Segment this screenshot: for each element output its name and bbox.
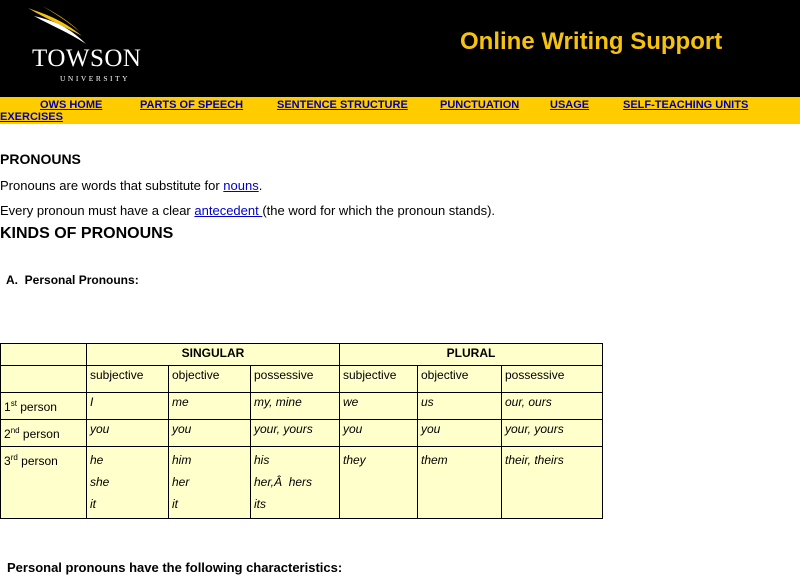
table-cell: we [340, 393, 418, 420]
table-case-row [1, 366, 603, 393]
table-cell: you [340, 420, 418, 447]
col-header: subjective [340, 366, 418, 393]
table-cell: me [169, 393, 251, 420]
table-corner [1, 344, 87, 366]
nav-self-teaching-units[interactable]: SELF-TEACHING UNITS [623, 99, 749, 111]
col-header: objective [169, 366, 251, 393]
table-cell: him her it [169, 447, 251, 519]
top-nav [0, 97, 800, 124]
table-cell: you [87, 420, 169, 447]
logo-wordmark: TOWSON [32, 45, 142, 72]
logo-subtitle: UNIVERSITY [60, 74, 130, 83]
col-header: objective [418, 366, 502, 393]
table-cell: his her,Â hers its [251, 447, 340, 519]
personal-pronouns-table [0, 343, 603, 519]
nouns-link[interactable]: nouns [223, 178, 259, 193]
col-header: possessive [251, 366, 340, 393]
table-cell: you [169, 420, 251, 447]
antecedent-text: Every pronoun must have a clear [0, 203, 195, 218]
table-cell: them [418, 447, 502, 519]
row-label: 2nd person [1, 420, 87, 447]
row-label: 3rd person [1, 447, 87, 519]
col-header: possessive [502, 366, 603, 393]
plural-header: PLURAL [340, 344, 603, 366]
table-cell: they [340, 447, 418, 519]
table-cell: their, theirs [502, 447, 603, 519]
intro-text-end: . [258, 178, 263, 193]
table-row [1, 447, 603, 519]
singular-header: SINGULAR [87, 344, 340, 366]
nav-parts-of-speech[interactable]: PARTS OF SPEECH [140, 99, 244, 111]
intro-paragraph [0, 178, 262, 193]
site-header [0, 0, 800, 97]
antecedent-text-end: (the word for which the pronoun stands). [262, 203, 496, 218]
nav-ows-home[interactable]: OWS HOME [40, 99, 103, 111]
table-cell: your, yours [502, 420, 603, 447]
antecedent-paragraph [0, 203, 495, 218]
towson-logo[interactable] [22, 6, 162, 86]
personal-pronouns-heading: A. Personal Pronouns: [6, 273, 139, 287]
col-header: subjective [87, 366, 169, 393]
table-row [1, 393, 603, 420]
antecedent-link[interactable]: antecedent [194, 203, 263, 218]
table-cell: I [87, 393, 169, 420]
table-group-row [1, 344, 603, 366]
table-cell: your, yours [251, 420, 340, 447]
table-cell: you [418, 420, 502, 447]
swoosh-icon [24, 6, 94, 48]
nav-exercises[interactable]: EXERCISES [0, 111, 63, 123]
table-cell: our, ours [502, 393, 603, 420]
characteristics-heading: Personal pronouns have the following characteristics: [7, 560, 343, 575]
nav-sentence-structure[interactable]: SENTENCE STRUCTURE [277, 99, 408, 111]
table-cell: he she it [87, 447, 169, 519]
row-label: 1st person [1, 393, 87, 420]
site-title: Online Writing Support [460, 28, 723, 55]
table-cell: my, mine [251, 393, 340, 420]
kinds-heading: KINDS OF PRONOUNS [0, 225, 174, 242]
nav-punctuation[interactable]: PUNCTUATION [440, 99, 520, 111]
page-title: PRONOUNS [0, 151, 81, 167]
table-row [1, 420, 603, 447]
table-blank [1, 366, 87, 393]
table-cell: us [418, 393, 502, 420]
intro-text: Pronouns are words that substitute for [0, 178, 224, 193]
nav-usage[interactable]: USAGE [550, 99, 590, 111]
